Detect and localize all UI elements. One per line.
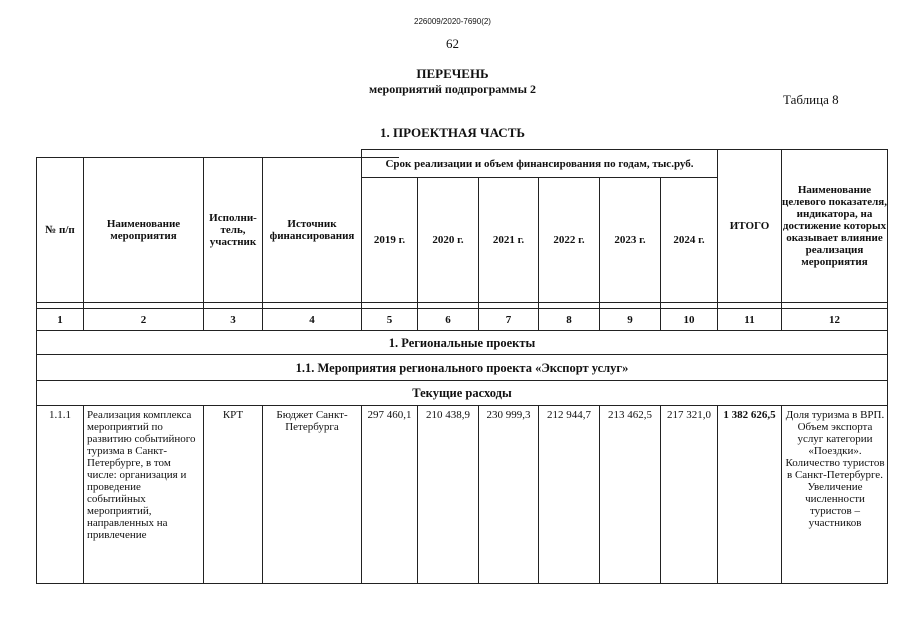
row-value-2022: 212 944,7 (547, 409, 591, 421)
row-value-2020: 210 438,9 (426, 409, 470, 421)
row-source: Бюджет Санкт-Петербурга (276, 409, 348, 433)
header-period-group: Срок реализации и объем финансирования по годам, тыс.руб. (385, 157, 694, 170)
col-number: 2 (140, 313, 147, 326)
header-year: 2019 г. (373, 234, 406, 246)
row-value-2024: 217 321,0 (667, 409, 711, 421)
row-value-2023: 213 462,5 (608, 409, 652, 421)
header-col-executor: Исполни-тель, участник (209, 212, 257, 248)
document-subtitle: мероприятий подпрограммы 2 (369, 82, 536, 96)
row-executor: КРТ (222, 409, 244, 421)
header-col-total: ИТОГО (729, 220, 770, 232)
heading-export-services: 1.1. Мероприятия регионального проекта «Экспорт услуг» (295, 360, 629, 375)
header-year: 2023 г. (614, 234, 646, 246)
col-number: 11 (744, 313, 755, 326)
header-col-name: Наименование мероприятия (106, 218, 181, 242)
heading-current-expenses: Текущие расходы (412, 386, 512, 400)
row-value-2021: 230 999,3 (486, 409, 531, 421)
heading-regional-projects: 1. Региональные проекты (388, 335, 536, 350)
row-activity-name: Реализация комплекса мероприятий по развитию событийного туризма в Санкт-Петербурге, в том числе: организация и проведение событийных мероприятий, направленных на привлечение (87, 409, 196, 541)
header-col-source: Источник финансирования (269, 218, 355, 242)
header-year: 2024 г. (673, 234, 705, 246)
section-title: 1. ПРОЕКТНАЯ ЧАСТЬ (380, 125, 525, 140)
header-col-indicator: Наименование целевого показателя, индикатора, на достижение которых оказывает влияние реализация мероприятия (782, 184, 887, 268)
table-label: Таблица 8 (783, 92, 839, 107)
header-year: 2022 г. (553, 234, 585, 246)
col-number: 3 (230, 313, 236, 326)
row-total: 1 382 626,5 (723, 409, 776, 421)
col-number: 7 (505, 313, 512, 326)
col-number: 9 (627, 313, 633, 326)
col-number: 1 (57, 313, 63, 326)
header-year: 2020 г. (432, 234, 464, 246)
col-number: 12 (829, 313, 840, 326)
col-number: 6 (445, 313, 451, 326)
header-col-num: № п/п (45, 224, 75, 236)
col-number: 8 (566, 313, 572, 326)
row-indicator: Доля туризма в ВРП. Объем экспорта услуг категории «Поездки». Количество туристов в Санкт-Петербурге. Увеличение численности туристов – участников (785, 409, 885, 529)
page-number: 62 (446, 36, 459, 51)
document-number: 226009/2020-7690(2) (414, 17, 491, 26)
col-number: 5 (386, 313, 393, 326)
col-number: 4 (309, 313, 315, 326)
document-title: ПЕРЕЧЕНЬ (416, 66, 489, 81)
header-year: 2021 г. (492, 234, 525, 246)
row-value-2019: 297 460,1 (367, 409, 412, 421)
col-number: 10 (683, 313, 695, 326)
row-number: 1.1.1 (49, 409, 71, 421)
